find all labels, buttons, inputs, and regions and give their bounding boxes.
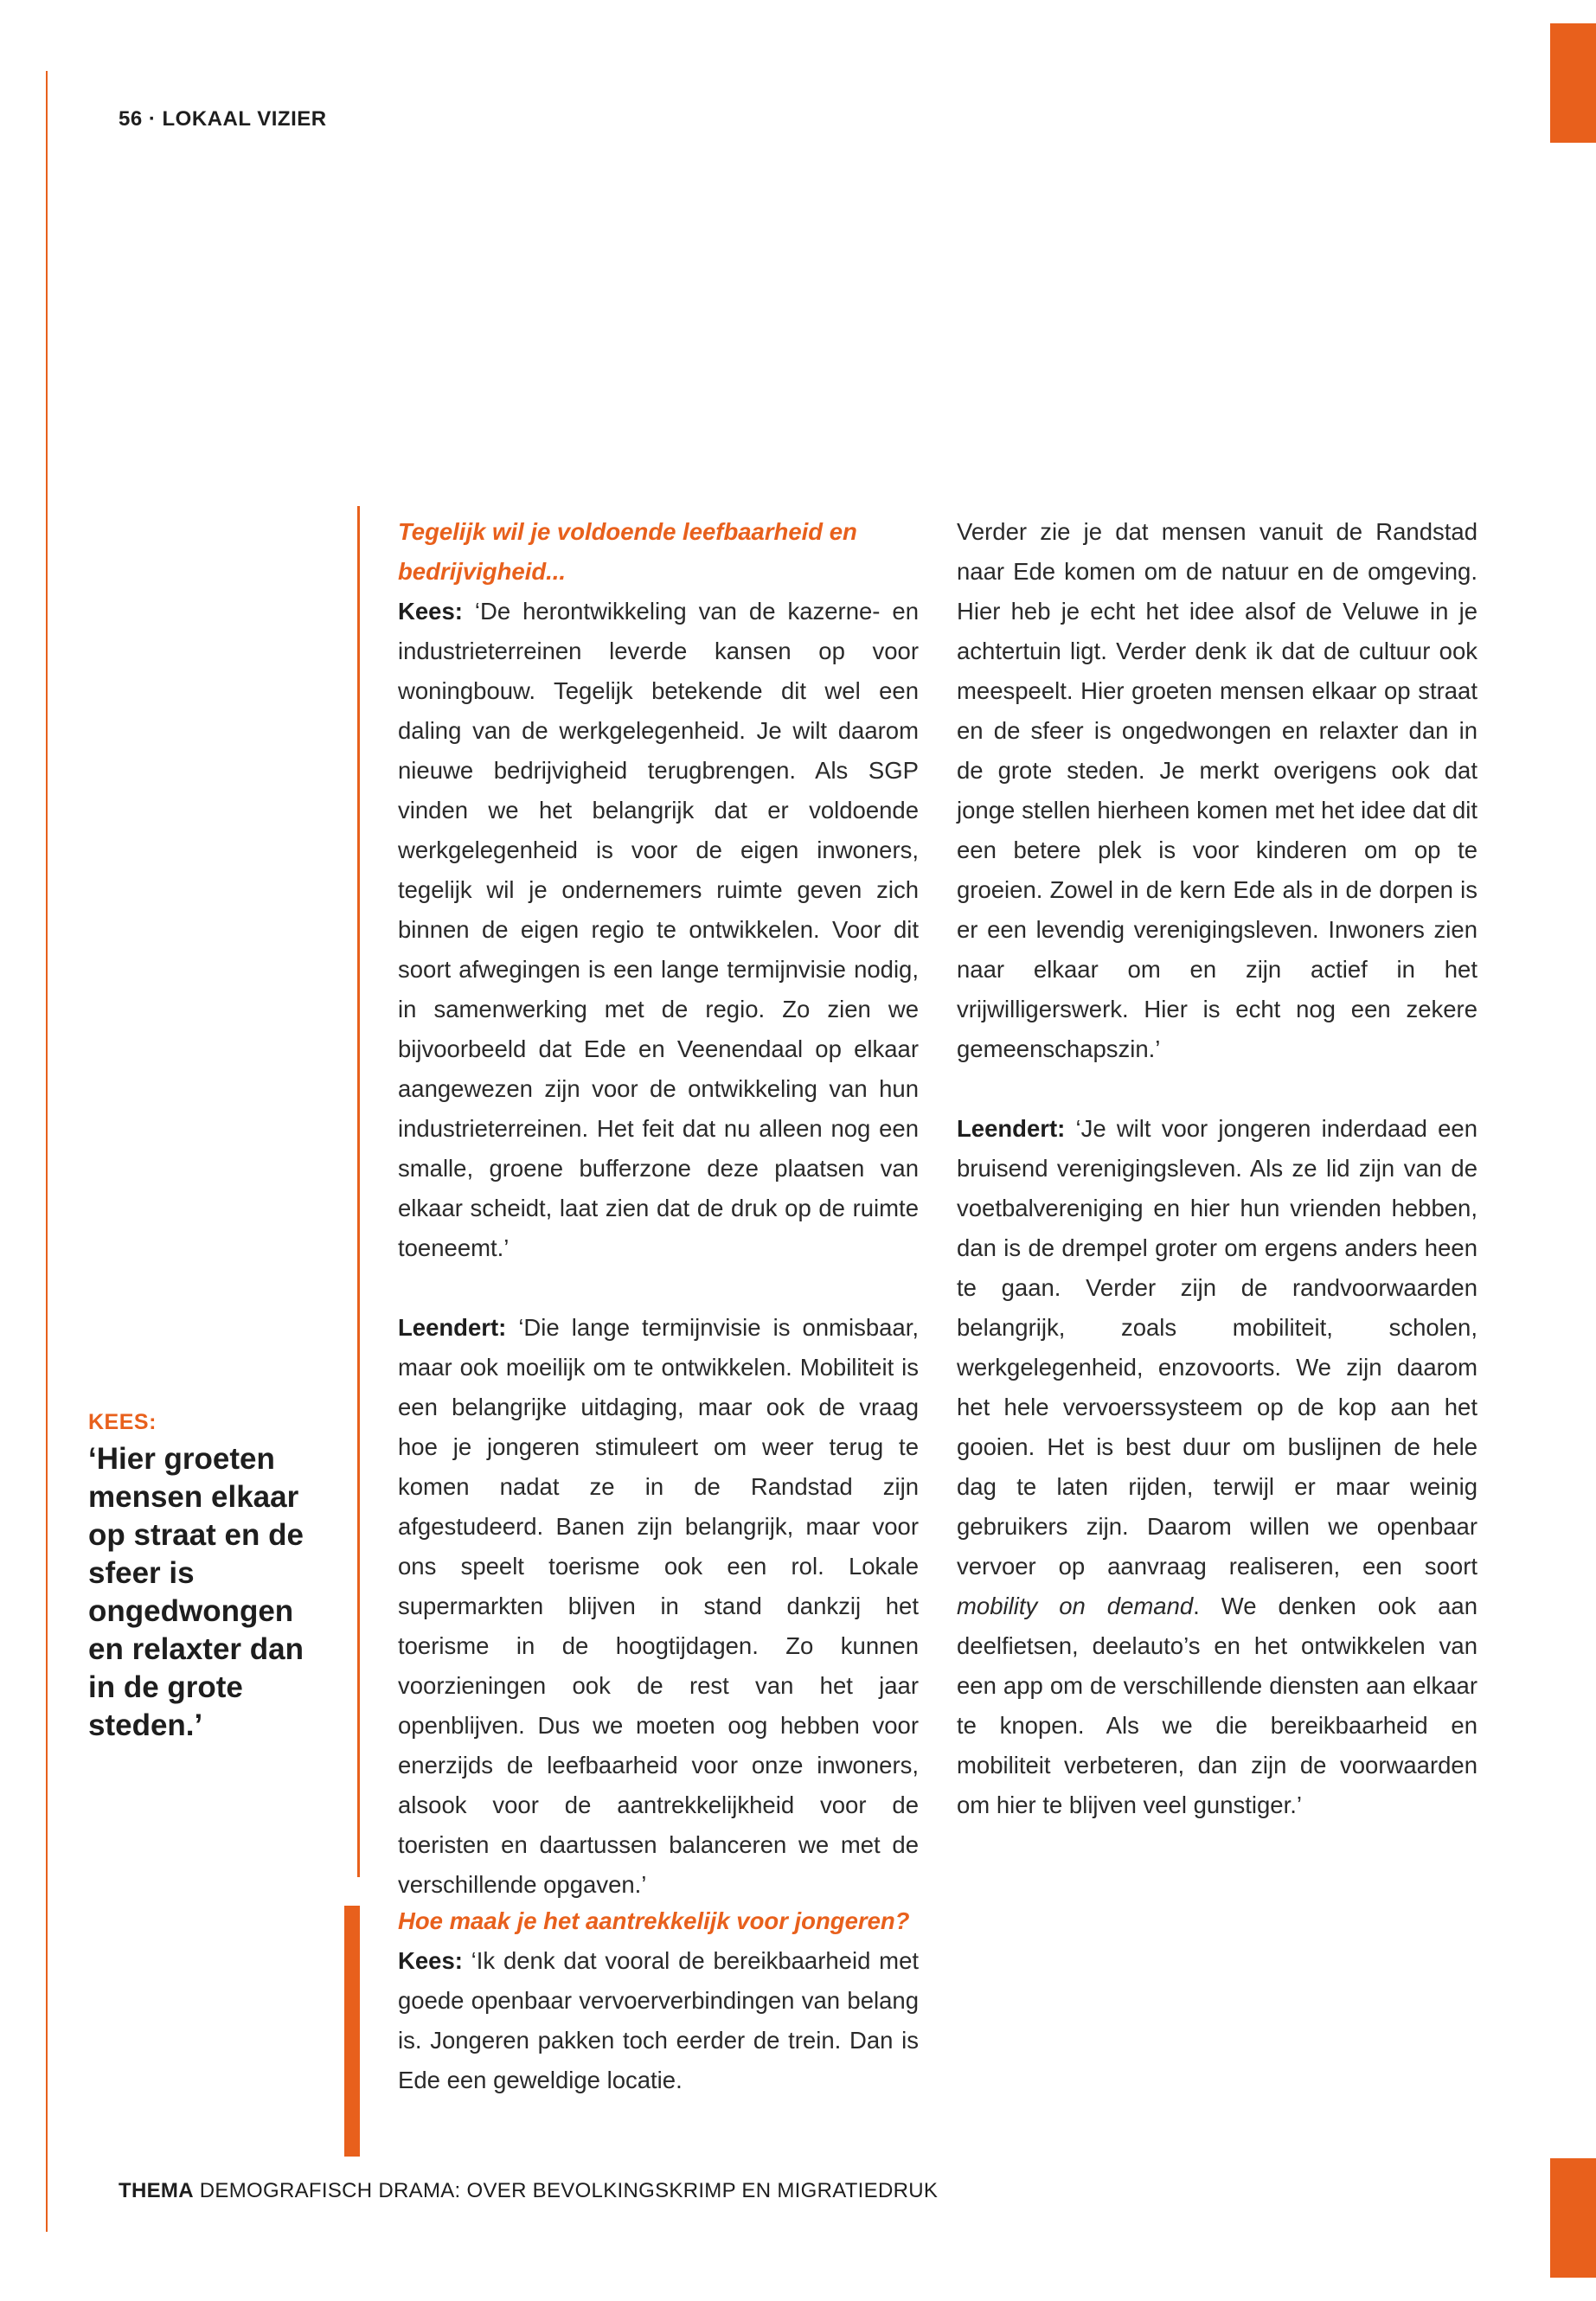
speaker-label: Leendert: <box>398 1314 507 1341</box>
article-column-right <box>957 512 1477 1825</box>
pull-quote <box>88 1410 330 1745</box>
answer-text: ‘Die lange termijnvisie is onmisbaar, maar ook moeilijk om te ontwikkelen. Mobiliteit is een belangrijke uitdaging, maar ook de vraag hoe je jongeren stimuleert om weer terug te komen nadat ze in de Randstad zijn afgestudeerd. Banen zijn belangrijk, maar voor ons speelt toerisme ook een rol. Lokale supermarkten blijven in stand dankzij het toerisme in de hoogtijdagen. Zo kunnen voorzieningen ook de rest van het jaar openblijven. Dus we moeten oog hebben voor enerzijds de leefbaarheid voor onze inwoners, alsook voor de aantrekkelijkheid voor de toeristen en daartussen balanceren we met de verschillende opgaven.’ <box>398 1314 919 1898</box>
interview-question: Hoe maak je het aantrekkelijk voor jongeren? <box>398 1907 910 1934</box>
answer-emphasis: mobility on demand <box>957 1593 1194 1619</box>
interview-question: Tegelijk wil je voldoende leefbaarheid en bedrijvigheid... <box>398 518 857 585</box>
footer-theme-line <box>119 2179 938 2203</box>
article-column-left-lower <box>398 1901 919 2100</box>
answer-text: ‘Je wilt voor jongeren inderdaad een bruisend verenigingsleven. Als ze lid zijn van de voetbalvereniging en hier hun vrienden hebben, dan is de drempel groter om ergens anders heen te gaan. Verder zijn de randvoorwaarden belangrijk, zoals mobiliteit, scholen, werkgelegenheid, enzovoorts. We zijn daarom het hele vervoerssysteem op de kop aan het gooien. Het is best duur om buslijnen de hele dag te laten rijden, terwijl er maar weinig gebruikers zijn. Daarom willen we openbaar vervoer op aanvraag realiseren, een soort <box>957 1115 1477 1580</box>
speaker-label: Kees: <box>398 598 463 625</box>
answer-paragraph <box>398 592 919 1268</box>
answer-paragraph <box>957 1109 1477 1825</box>
pull-quote-text: ‘Hier groeten mensen elkaar op straat en de sfeer is ongedwongen en relaxter dan in de grote steden.’ <box>88 1442 304 1742</box>
orange-page-tab-bottom <box>1550 2158 1596 2278</box>
column-rule <box>357 506 360 1877</box>
running-head: 56 · LOKAAL VIZIER <box>119 107 327 131</box>
answer-text: . We denken ook aan deelfietsen, deelauto’s en het ontwikkelen van een app om de verschillende diensten aan elkaar te knopen. Als we die bereikbaarheid en mobiliteit verbeteren, dan zijn de voorwaarden om hier te blijven veel gunstiger.’ <box>957 1593 1477 1818</box>
answer-paragraph <box>398 1308 919 1905</box>
speaker-label: Kees: <box>398 1947 463 1974</box>
column-rule-accent <box>344 1906 360 2157</box>
article-column-left <box>398 512 919 1905</box>
answer-paragraph <box>398 1941 919 2100</box>
margin-rule <box>46 71 48 2232</box>
speaker-label: Leendert: <box>957 1115 1066 1142</box>
footer-text: DEMOGRAFISCH DRAMA: OVER BEVOLKINGSKRIMP EN MIGRATIEDRUK <box>193 2179 939 2202</box>
answer-text: ‘Ik denk dat vooral de bereikbaarheid met goede openbaar vervoerverbindingen van belang is. Jongeren pakken toch eerder de trein. Dan is Ede een geweldige locatie. <box>398 1947 919 2093</box>
answer-paragraph: Verder zie je dat mensen vanuit de Randstad naar Ede komen om de natuur en de omgeving. Hier heb je echt het idee alsof de Veluwe in je achtertuin ligt. Verder denk ik dat de cultuur ook meespeelt. Hier groeten mensen elkaar op straat en de sfeer is ongedwongen en relaxter dan in de grote steden. Je merkt overigens ook dat jonge stellen hierheen komen met het idee dat dit een betere plek is voor kinderen om op te groeien. Zowel in de kern Ede als in de dorpen is er een levendig verenigingsleven. Inwoners zien naar elkaar om en zijn actief in het vrijwilligerswerk. Hier is echt nog een zekere gemeenschapszin.’ <box>957 518 1477 1062</box>
answer-text: ‘De herontwikkeling van de kazerne- en industrieterreinen leverde kansen op voor woningbouw. Tegelijk betekende dit wel een daling van de werkgelegenheid. Je wilt daarom nieuwe bedrijvigheid terugbrengen. Als SGP vinden we het belangrijk dat er voldoende werkgelegenheid is voor de eigen inwoners, tegelijk wil je ondernemers ruimte geven zich binnen de eigen regio te ontwikkelen. Voor dit soort afwegingen is een lange termijnvisie nodig, in samenwerking met de regio. Zo zien we bijvoorbeeld dat Ede en Veenendaal op elkaar aangewezen zijn voor de ontwikkeling van hun industrieterreinen. Het feit dat nu alleen nog een smalle, groene bufferzone deze plaatsen van elkaar scheidt, laat zien dat de druk op de ruimte toeneemt.’ <box>398 598 919 1261</box>
pull-quote-speaker: KEES: <box>88 1410 157 1434</box>
orange-page-tab-top <box>1550 23 1596 143</box>
footer-label: THEMA <box>119 2179 194 2202</box>
